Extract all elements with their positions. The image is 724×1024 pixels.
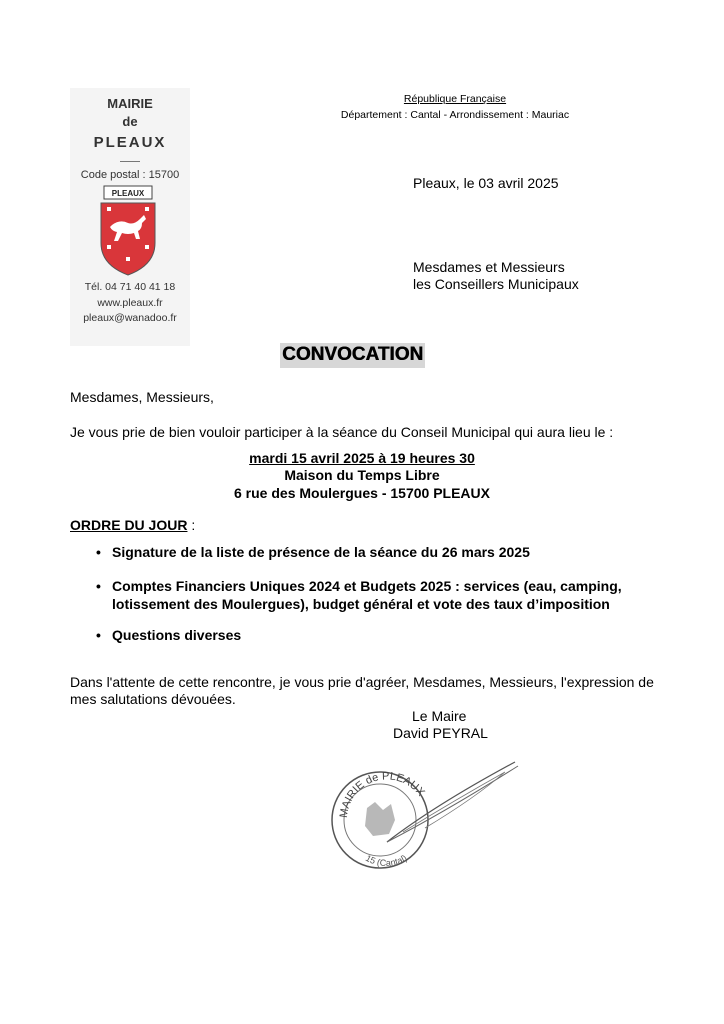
letterhead-town: PLEAUX [93, 134, 167, 151]
agenda-item [96, 577, 656, 613]
date-line: Pleaux, le 03 avril 2025 [413, 175, 559, 191]
recipient-line-1: Mesdames et Messieurs [413, 259, 565, 275]
republic-heading: République Française [403, 93, 507, 105]
letterhead [70, 88, 190, 346]
agenda-item [96, 543, 656, 561]
agenda-label-suffix: : [187, 517, 196, 533]
agenda-item-text: Comptes Financiers Uniques 2024 et Budgets 2025 : services (eau, camping, lotissement des Moulergues), budget général et vote des taux d’imposition [112, 578, 622, 612]
recipient-line-2: les Conseillers Municipaux [413, 276, 579, 292]
agenda-item-text: Questions diverses [112, 627, 242, 643]
salutation: Mesdames, Messieurs, [70, 389, 214, 405]
agenda-heading [70, 517, 195, 533]
letterhead-postal-code: Code postal : 15700 [80, 169, 180, 181]
agenda-item [96, 626, 656, 644]
bullet-icon: • [96, 544, 101, 560]
official-stamp-icon [325, 750, 525, 880]
letterhead-email: pleaux@wanadoo.fr [83, 312, 177, 324]
document-title: CONVOCATION [280, 343, 425, 368]
agenda-item-text: Signature de la liste de présence de la séance du 26 mars 2025 [112, 544, 530, 560]
department-line: Département : Cantal - Arrondissement : Mauriac [340, 109, 570, 121]
meeting-date: mardi 15 avril 2025 à 19 heures 30 [249, 450, 475, 466]
signature-title: Le Maire [412, 708, 467, 724]
meeting-address: 6 rue des Moulergues - 15700 PLEAUX [234, 485, 490, 501]
letterhead-divider [120, 161, 140, 162]
bullet-icon: • [96, 578, 101, 594]
stamp-subtext: 15 (Cantal) [363, 852, 409, 869]
intro-paragraph: Je vous prie de bien vouloir participer à la séance du Conseil Municipal qui aura lieu le : [70, 424, 614, 440]
signature-name: David PEYRAL [393, 725, 488, 741]
letterhead-mairie: MAIRIE [107, 96, 153, 111]
letterhead-website: www.pleaux.fr [97, 297, 163, 309]
meeting-venue: Maison du Temps Libre [284, 467, 440, 483]
agenda-label: ORDRE DU JOUR [70, 517, 188, 533]
closing-paragraph: Dans l'attente de cette rencontre, je vous prie d'agréer, Mesdames, Messieurs, l'expression de mes salutations dévouées. [70, 674, 654, 707]
stamp-text: MAIRIE de PLEAUX [337, 770, 427, 819]
bullet-icon: • [96, 627, 101, 643]
shield-banner-text: PLEAUX [111, 189, 145, 198]
letterhead-phone: Tél. 04 71 40 41 18 [84, 281, 176, 293]
coat-of-arms-icon [98, 185, 158, 277]
letterhead-de: de [122, 114, 138, 129]
